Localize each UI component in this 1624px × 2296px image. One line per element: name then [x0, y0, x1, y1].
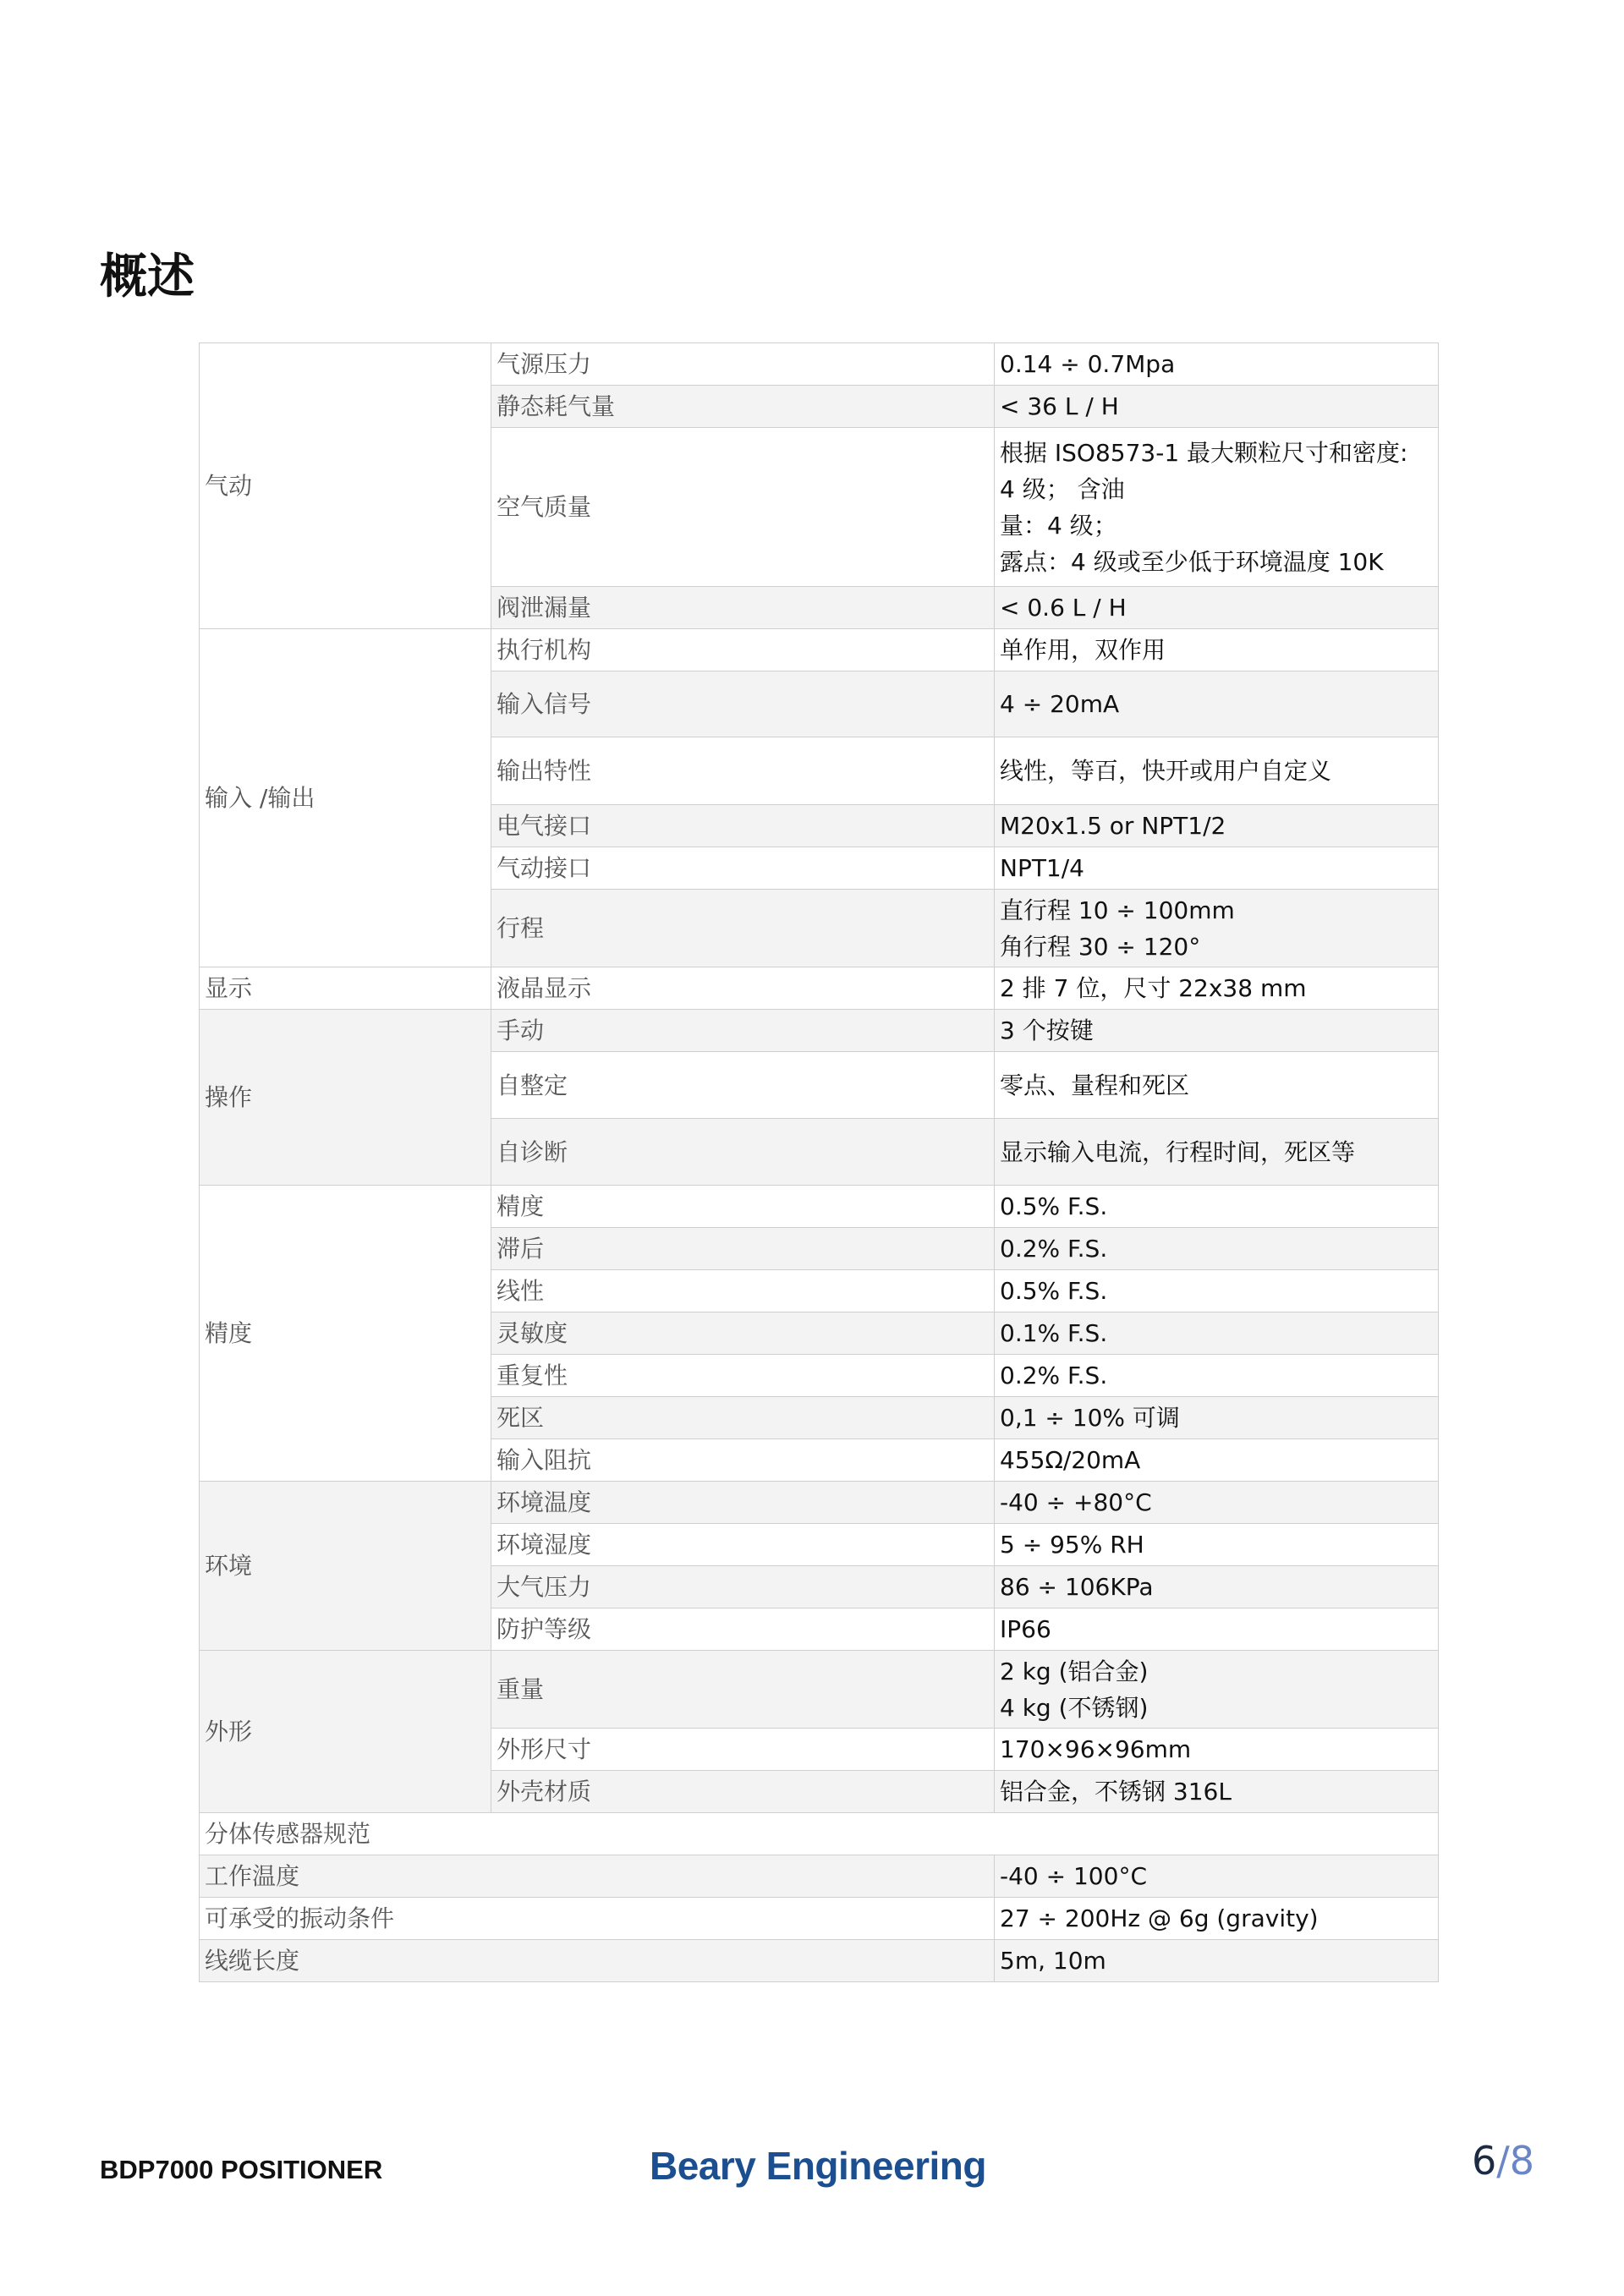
- value-line: 2 kg (铝合金): [1000, 1657, 1149, 1685]
- parameter-cell: 大气压力: [491, 1566, 995, 1608]
- parameter-cell: 气动接口: [491, 847, 995, 890]
- value-line: 直行程 10 ÷ 100mm: [1000, 896, 1235, 924]
- sensor-value-cell: 5m, 10m: [995, 1940, 1439, 1982]
- page-current: 6: [1471, 2138, 1497, 2184]
- value-line: 线性，等百，快开或用户自定义: [1000, 757, 1332, 785]
- parameter-cell: 自诊断: [491, 1119, 995, 1186]
- section-heading: 分体传感器规范: [200, 1813, 1439, 1855]
- spec-table: [199, 342, 1439, 1982]
- value-line: 5 ÷ 95% RH: [1000, 1531, 1144, 1559]
- value-cell: [995, 587, 1439, 629]
- parameter-cell: 自整定: [491, 1052, 995, 1119]
- value-cell: [995, 1524, 1439, 1566]
- value-line: < 36 L / H: [1000, 392, 1119, 420]
- value-cell: [995, 386, 1439, 428]
- value-cell: [995, 967, 1439, 1010]
- value-line: 0,1 ÷ 10% 可调: [1000, 1404, 1180, 1432]
- parameter-cell: 环境温度: [491, 1482, 995, 1524]
- value-cell: [995, 1312, 1439, 1355]
- value-cell: [995, 343, 1439, 386]
- parameter-cell: 执行机构: [491, 629, 995, 671]
- parameter-cell: 气源压力: [491, 343, 995, 386]
- spec-table-body: [200, 343, 1439, 1982]
- value-line: 零点、量程和死区: [1000, 1071, 1190, 1099]
- page-total: 8: [1509, 2138, 1534, 2184]
- value-line: 2 排 7 位，尺寸 22x38 mm: [1000, 974, 1307, 1002]
- table-row: [200, 1482, 1439, 1524]
- parameter-cell: 防护等级: [491, 1608, 995, 1651]
- table-row: [200, 967, 1439, 1010]
- table-row: [200, 1940, 1439, 1982]
- value-cell: [995, 1771, 1439, 1813]
- value-cell: [995, 847, 1439, 890]
- parameter-cell: 重复性: [491, 1355, 995, 1397]
- value-line: 0.2% F.S.: [1000, 1235, 1108, 1263]
- value-cell: [995, 1482, 1439, 1524]
- sensor-label-cell: 可承受的振动条件: [200, 1898, 995, 1940]
- parameter-cell: 滞后: [491, 1228, 995, 1270]
- footer-product-name: BDP7000 POSITIONER: [100, 2155, 383, 2184]
- value-cell: [995, 890, 1439, 967]
- value-cell: [995, 629, 1439, 671]
- table-row: [200, 1186, 1439, 1228]
- value-cell: [995, 1228, 1439, 1270]
- parameter-cell: 输入信号: [491, 671, 995, 737]
- value-line: 量：4 级；: [1000, 511, 1117, 540]
- parameter-cell: 外形尺寸: [491, 1729, 995, 1771]
- category-cell: 精度: [200, 1186, 491, 1482]
- sensor-label-cell: 工作温度: [200, 1855, 995, 1898]
- value-cell: [995, 1439, 1439, 1482]
- value-line: IP66: [1000, 1615, 1051, 1643]
- parameter-cell: 空气质量: [491, 428, 995, 587]
- category-cell: 外形: [200, 1651, 491, 1813]
- value-cell: [995, 428, 1439, 587]
- value-line: 0.14 ÷ 0.7Mpa: [1000, 350, 1176, 378]
- value-cell: [995, 1355, 1439, 1397]
- parameter-cell: 精度: [491, 1186, 995, 1228]
- parameter-cell: 液晶显示: [491, 967, 995, 1010]
- value-line: < 0.6 L / H: [1000, 594, 1127, 622]
- value-cell: [995, 1119, 1439, 1186]
- value-line: 0.1% F.S.: [1000, 1319, 1108, 1347]
- parameter-cell: 行程: [491, 890, 995, 967]
- value-line: 根据 ISO8573-1 最大颗粒尺寸和密度:: [1000, 438, 1408, 467]
- table-row: [200, 1010, 1439, 1052]
- value-line: 455Ω/20mA: [1000, 1446, 1141, 1474]
- table-row: [200, 1855, 1439, 1898]
- parameter-cell: 环境湿度: [491, 1524, 995, 1566]
- value-line: -40 ÷ +80°C: [1000, 1488, 1152, 1516]
- value-line: 显示输入电流，行程时间，死区等: [1000, 1137, 1356, 1166]
- value-cell: [995, 1270, 1439, 1312]
- parameter-cell: 输入阻抗: [491, 1439, 995, 1482]
- value-cell: [995, 1052, 1439, 1119]
- parameter-cell: 手动: [491, 1010, 995, 1052]
- category-cell: 输入 /输出: [200, 629, 491, 967]
- table-row: [200, 629, 1439, 671]
- value-line: 0.5% F.S.: [1000, 1277, 1108, 1305]
- parameter-cell: 电气接口: [491, 805, 995, 847]
- table-row: [200, 1898, 1439, 1940]
- value-line: 86 ÷ 106KPa: [1000, 1573, 1154, 1601]
- value-cell: [995, 1397, 1439, 1439]
- value-cell: [995, 1010, 1439, 1052]
- value-cell: [995, 1608, 1439, 1651]
- value-line: 170×96×96mm: [1000, 1735, 1192, 1763]
- sensor-value-cell: -40 ÷ 100°C: [995, 1855, 1439, 1898]
- parameter-cell: 灵敏度: [491, 1312, 995, 1355]
- parameter-cell: 外壳材质: [491, 1771, 995, 1813]
- category-cell: 显示: [200, 967, 491, 1010]
- value-cell: [995, 805, 1439, 847]
- value-line: 角行程 30 ÷ 120°: [1000, 932, 1201, 961]
- table-row: [200, 1651, 1439, 1729]
- value-cell: [995, 671, 1439, 737]
- value-line: M20x1.5 or NPT1/2: [1000, 812, 1226, 840]
- company-logo: Beary Engineering: [650, 2144, 986, 2188]
- sensor-label-cell: 线缆长度: [200, 1940, 995, 1982]
- value-cell: [995, 1651, 1439, 1729]
- sensor-value-cell: 27 ÷ 200Hz @ 6g (gravity): [995, 1898, 1439, 1940]
- category-cell: 操作: [200, 1010, 491, 1186]
- value-line: NPT1/4: [1000, 854, 1084, 882]
- value-line: 4 级； 含油: [1000, 474, 1125, 503]
- category-cell: 环境: [200, 1482, 491, 1651]
- value-line: 露点：4 级或至少低于环境温度 10K: [1000, 547, 1384, 576]
- parameter-cell: 线性: [491, 1270, 995, 1312]
- value-cell: [995, 1566, 1439, 1608]
- category-cell: 气动: [200, 343, 491, 629]
- table-row: [200, 343, 1439, 386]
- parameter-cell: 静态耗气量: [491, 386, 995, 428]
- value-line: 0.2% F.S.: [1000, 1362, 1108, 1389]
- section-heading-row: [200, 1813, 1439, 1855]
- value-cell: [995, 1186, 1439, 1228]
- value-cell: [995, 737, 1439, 805]
- value-cell: [995, 1729, 1439, 1771]
- page-separator: /: [1496, 2138, 1510, 2184]
- value-line: 4 kg (不锈钢): [1000, 1693, 1149, 1722]
- parameter-cell: 重量: [491, 1651, 995, 1729]
- parameter-cell: 阀泄漏量: [491, 587, 995, 629]
- value-line: 0.5% F.S.: [1000, 1192, 1108, 1220]
- parameter-cell: 死区: [491, 1397, 995, 1439]
- value-line: 4 ÷ 20mA: [1000, 690, 1120, 718]
- page-title: 概述: [100, 249, 195, 304]
- value-line: 3 个按键: [1000, 1016, 1094, 1044]
- value-line: 铝合金，不锈钢 316L: [1000, 1778, 1232, 1806]
- page-number: [1472, 2138, 1534, 2184]
- value-line: 单作用，双作用: [1000, 636, 1166, 664]
- parameter-cell: 输出特性: [491, 737, 995, 805]
